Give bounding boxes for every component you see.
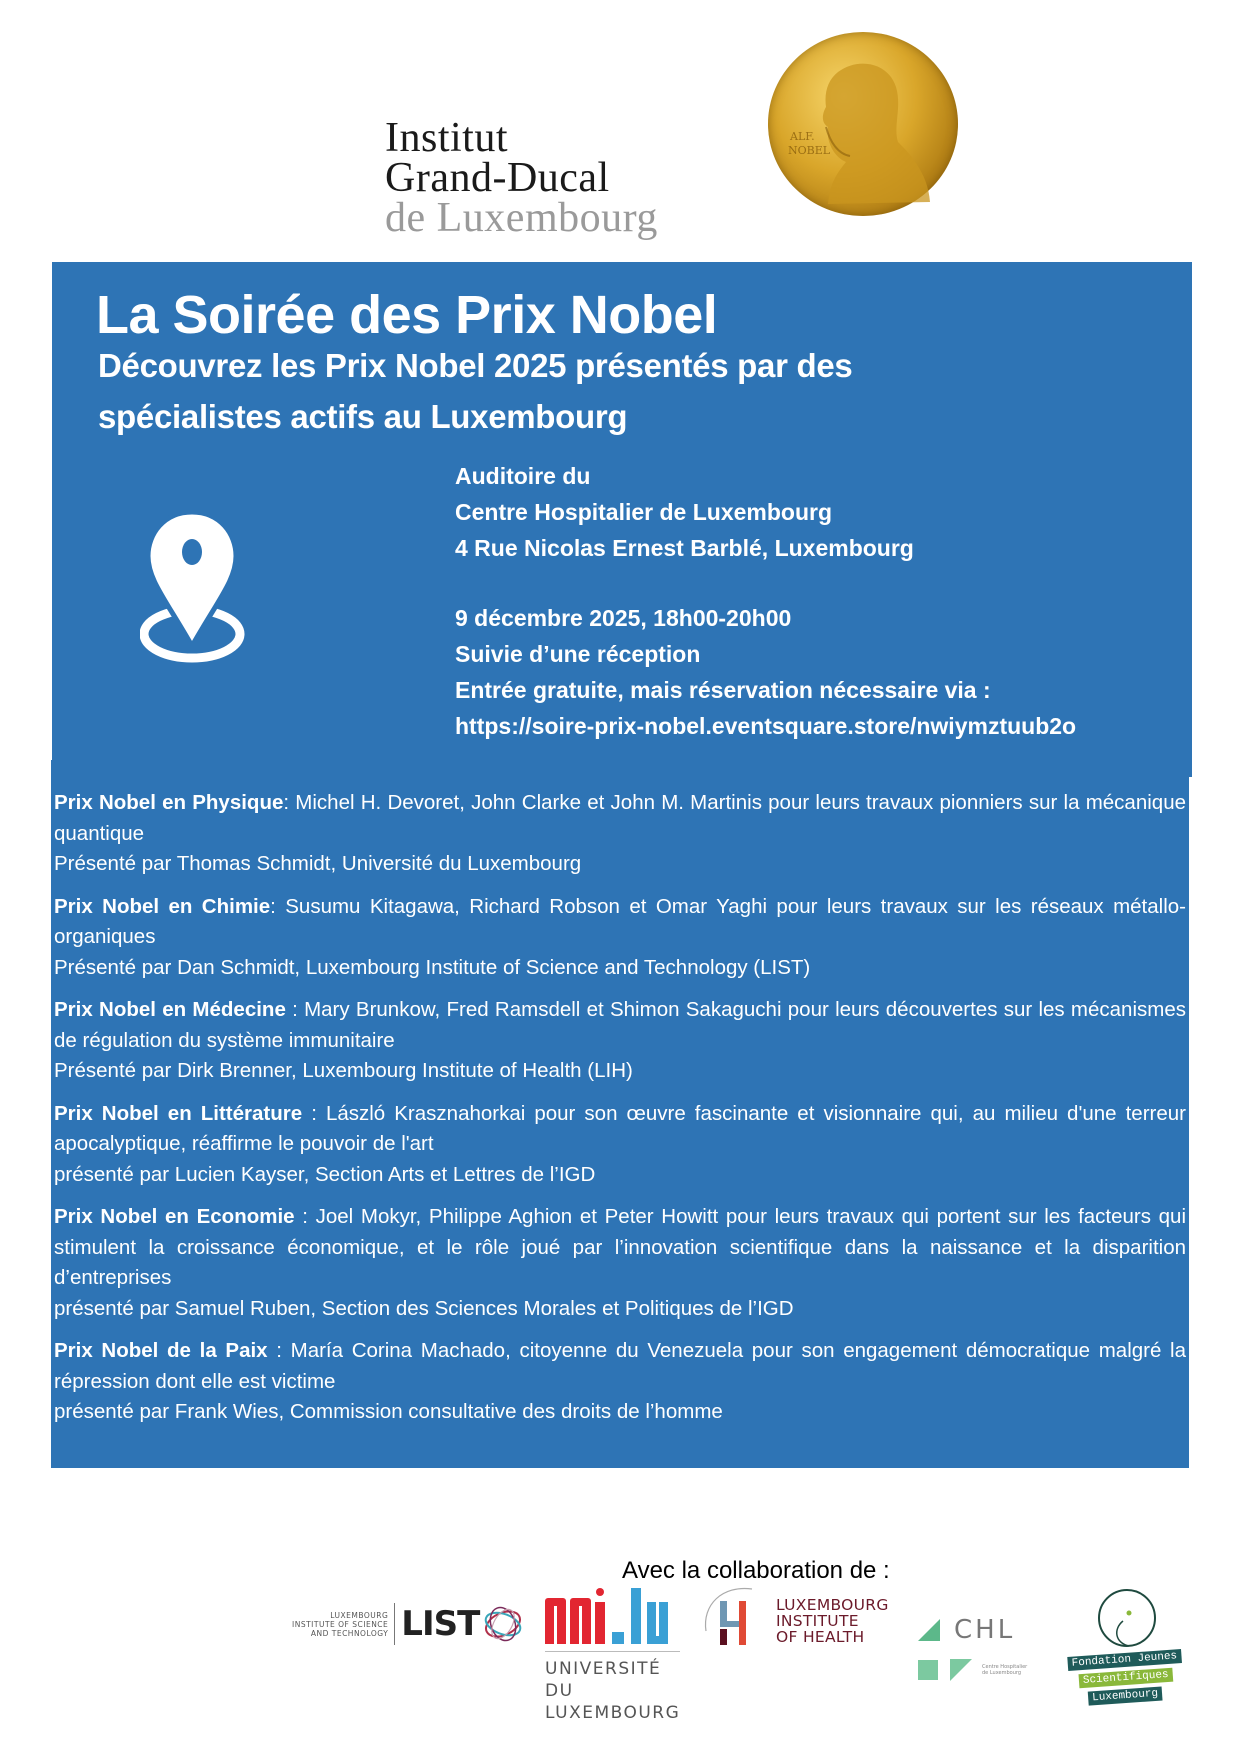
venue-line-2: Centre Hospitalier de Luxembourg: [455, 499, 833, 525]
prize-presenter: présenté par Lucien Kayser, Section Arts et Lettres de l’IGD: [54, 1162, 596, 1186]
prize-presenter: présenté par Samuel Ruben, Section des Sciences Morales et Politiques de l’IGD: [54, 1296, 794, 1320]
prize-chemistry: Prix Nobel en Chimie: Susumu Kitagawa, Richard Robson et Omar Yaghi pour leurs travaux sur les réseaux métallo-organiques Présenté par Dan Schmidt, Luxembourg Institute of Science and Technology (LIST): [54, 892, 1186, 984]
prize-label: Prix Nobel en Littérature: [54, 1101, 303, 1125]
collaboration-label: Avec la collaboration de :: [622, 1557, 890, 1584]
prize-label: Prix Nobel en Chimie: [54, 894, 271, 918]
prize-description: María Corina Machado, citoyenne du Venezuela pour son engagement démocratique malgré la répression dont elle est victime: [54, 1339, 1187, 1393]
prize-label: Prix Nobel en Physique: [54, 791, 284, 814]
chl-logo: CHL Centre Hospitalier de Luxembourg: [918, 1615, 1027, 1681]
event-date-time: 9 décembre 2025, 18h00-20h00: [455, 605, 792, 631]
entry-note: Entrée gratuite, mais réservation nécessaire via :: [455, 677, 991, 703]
chl-triangle-icon: [918, 1619, 940, 1641]
logo-line-grand-ducal: Grand-Ducal: [385, 155, 610, 201]
prize-presenter: présenté par Frank Wies, Commission consultative des droits de l’homme: [54, 1400, 723, 1423]
booking-link[interactable]: https://soire-prix-nobel.eventsquare.store/nwiymztuub2o: [455, 713, 1077, 739]
prize-label: Prix Nobel en Médecine: [54, 998, 286, 1021]
prize-presenter: Présenté par Thomas Schmidt, Université du Luxembourg: [54, 852, 582, 875]
event-details: [455, 458, 1076, 744]
nobel-medal-icon: [768, 32, 958, 216]
reception-note: Suivie d’une réception: [455, 641, 701, 667]
prize-literature: Prix Nobel en Littérature : László Krasznahorkai pour son œuvre fascinante et visionnaire qui, au milieu d'une terreur apocalyptique, réaffirme le pouvoir de l'art présenté par Lucien Kayser, Section Arts et Lettres de l’IGD: [54, 1099, 1186, 1191]
prize-description: Mary Brunkow, Fred Ramsdell et Shimon Sakaguchi pour leurs découvertes sur les mécanismes de régulation du système immunitaire: [54, 998, 1186, 1052]
prize-economics: Prix Nobel en Economie : Joel Mokyr, Philippe Aghion et Peter Howitt pour leurs travaux qui portent sur les facteurs qui stimulent la croissance économique, et le rôle joué par l’innovation scientifique dans la naissance et la disparition d’entreprises présenté par Samuel Ruben, Section des Sciences Morales et Politiques de l’IGD: [54, 1202, 1186, 1324]
lih-mark-icon: [702, 1585, 768, 1649]
prize-description: Michel H. Devoret, John Clarke et John M. Martinis pour leurs travaux pionniers sur la mécanique quantique: [54, 791, 1186, 845]
logo-line-luxembourg: de Luxembourg: [385, 195, 658, 241]
list-rings-icon: [481, 1602, 525, 1646]
prize-physics: Prix Nobel en Physique: Michel H. Devoret, John Clarke et John M. Martinis pour leurs travaux pionniers sur la mécanique quantique Présenté par Thomas Schmidt, Université du Luxembourg: [54, 788, 1186, 880]
luxembourg-institute-of-health-logo: LUXEMBOURG INSTITUTE OF HEALTH: [702, 1585, 889, 1649]
venue-line-1: Auditoire du: [455, 463, 591, 489]
list-name: LIST: [401, 1604, 480, 1644]
prize-label: Prix Nobel de la Paix: [54, 1339, 268, 1362]
prize-peace: Prix Nobel de la Paix : María Corina Machado, citoyenne du Venezuela pour son engagement démocratique malgré la répression dont elle est victime présenté par Frank Wies, Commission consultative des droits de l’homme: [54, 1336, 1186, 1428]
svg-text:NOBEL: NOBEL: [788, 144, 831, 157]
prize-description: László Krasznahorkai pour son œuvre fascinante et visionnaire qui, au milieu d'une terreur apocalyptique, réaffirme le pouvoir de l'art: [54, 1101, 1186, 1155]
svg-text:ALF.: ALF.: [790, 130, 815, 143]
prize-label: Prix Nobel en Economie: [54, 1205, 295, 1228]
prize-list: [54, 788, 1186, 1440]
chl-wedge-icon: [950, 1659, 972, 1681]
prize-description: Joel Mokyr, Philippe Aghion et Peter Howitt pour leurs travaux qui portent sur les facteurs qui stimulent la croissance économique, et le rôle joué par l’innovation scientifique dans la naissance et la disparition d’entreprises: [54, 1205, 1187, 1289]
prize-presenter: Présenté par Dirk Brenner, Luxembourg Institute of Health (LIH): [54, 1059, 633, 1082]
divider: [394, 1603, 395, 1645]
logo-line-institut: Institut: [385, 115, 509, 161]
venue-address: 4 Rue Nicolas Ernest Barblé, Luxembourg: [455, 535, 914, 561]
prize-presenter: Présenté par Dan Schmidt, Luxembourg Institute of Science and Technology (LIST): [54, 955, 811, 979]
uni-lu-mark: [545, 1588, 680, 1643]
prize-medicine: Prix Nobel en Médecine : Mary Brunkow, Fred Ramsdell et Shimon Sakaguchi pour leurs découvertes sur les mécanismes de régulation du système immunitaire Présenté par Dirk Brenner, Luxembourg Institute of Health (LIH): [54, 995, 1186, 1087]
institut-grand-ducal-logo: [385, 115, 658, 241]
fondation-jeunes-scientifiques-logo: Fondation Jeunes Scientifiques Luxembourg: [1067, 1585, 1197, 1707]
map-pin-icon: [140, 508, 250, 673]
event-title: La Soirée des Prix Nobel: [96, 285, 718, 345]
list-logo: LUXEMBOURG INSTITUTE OF SCIENCE AND TECHNOLOGY LIST: [292, 1602, 525, 1646]
divider: [545, 1651, 680, 1652]
chl-square-icon: [918, 1660, 938, 1680]
event-subtitle: Découvrez les Prix Nobel 2025 présentés par des spécialistes actifs au Luxembourg: [98, 347, 853, 435]
prize-description: Susumu Kitagawa, Richard Robson et Omar Yaghi pour leurs travaux sur les réseaux métallo-organiques: [54, 894, 1186, 948]
universite-du-luxembourg-logo: UNIVERSITÉ DU LUXEMBOURG: [545, 1588, 680, 1724]
